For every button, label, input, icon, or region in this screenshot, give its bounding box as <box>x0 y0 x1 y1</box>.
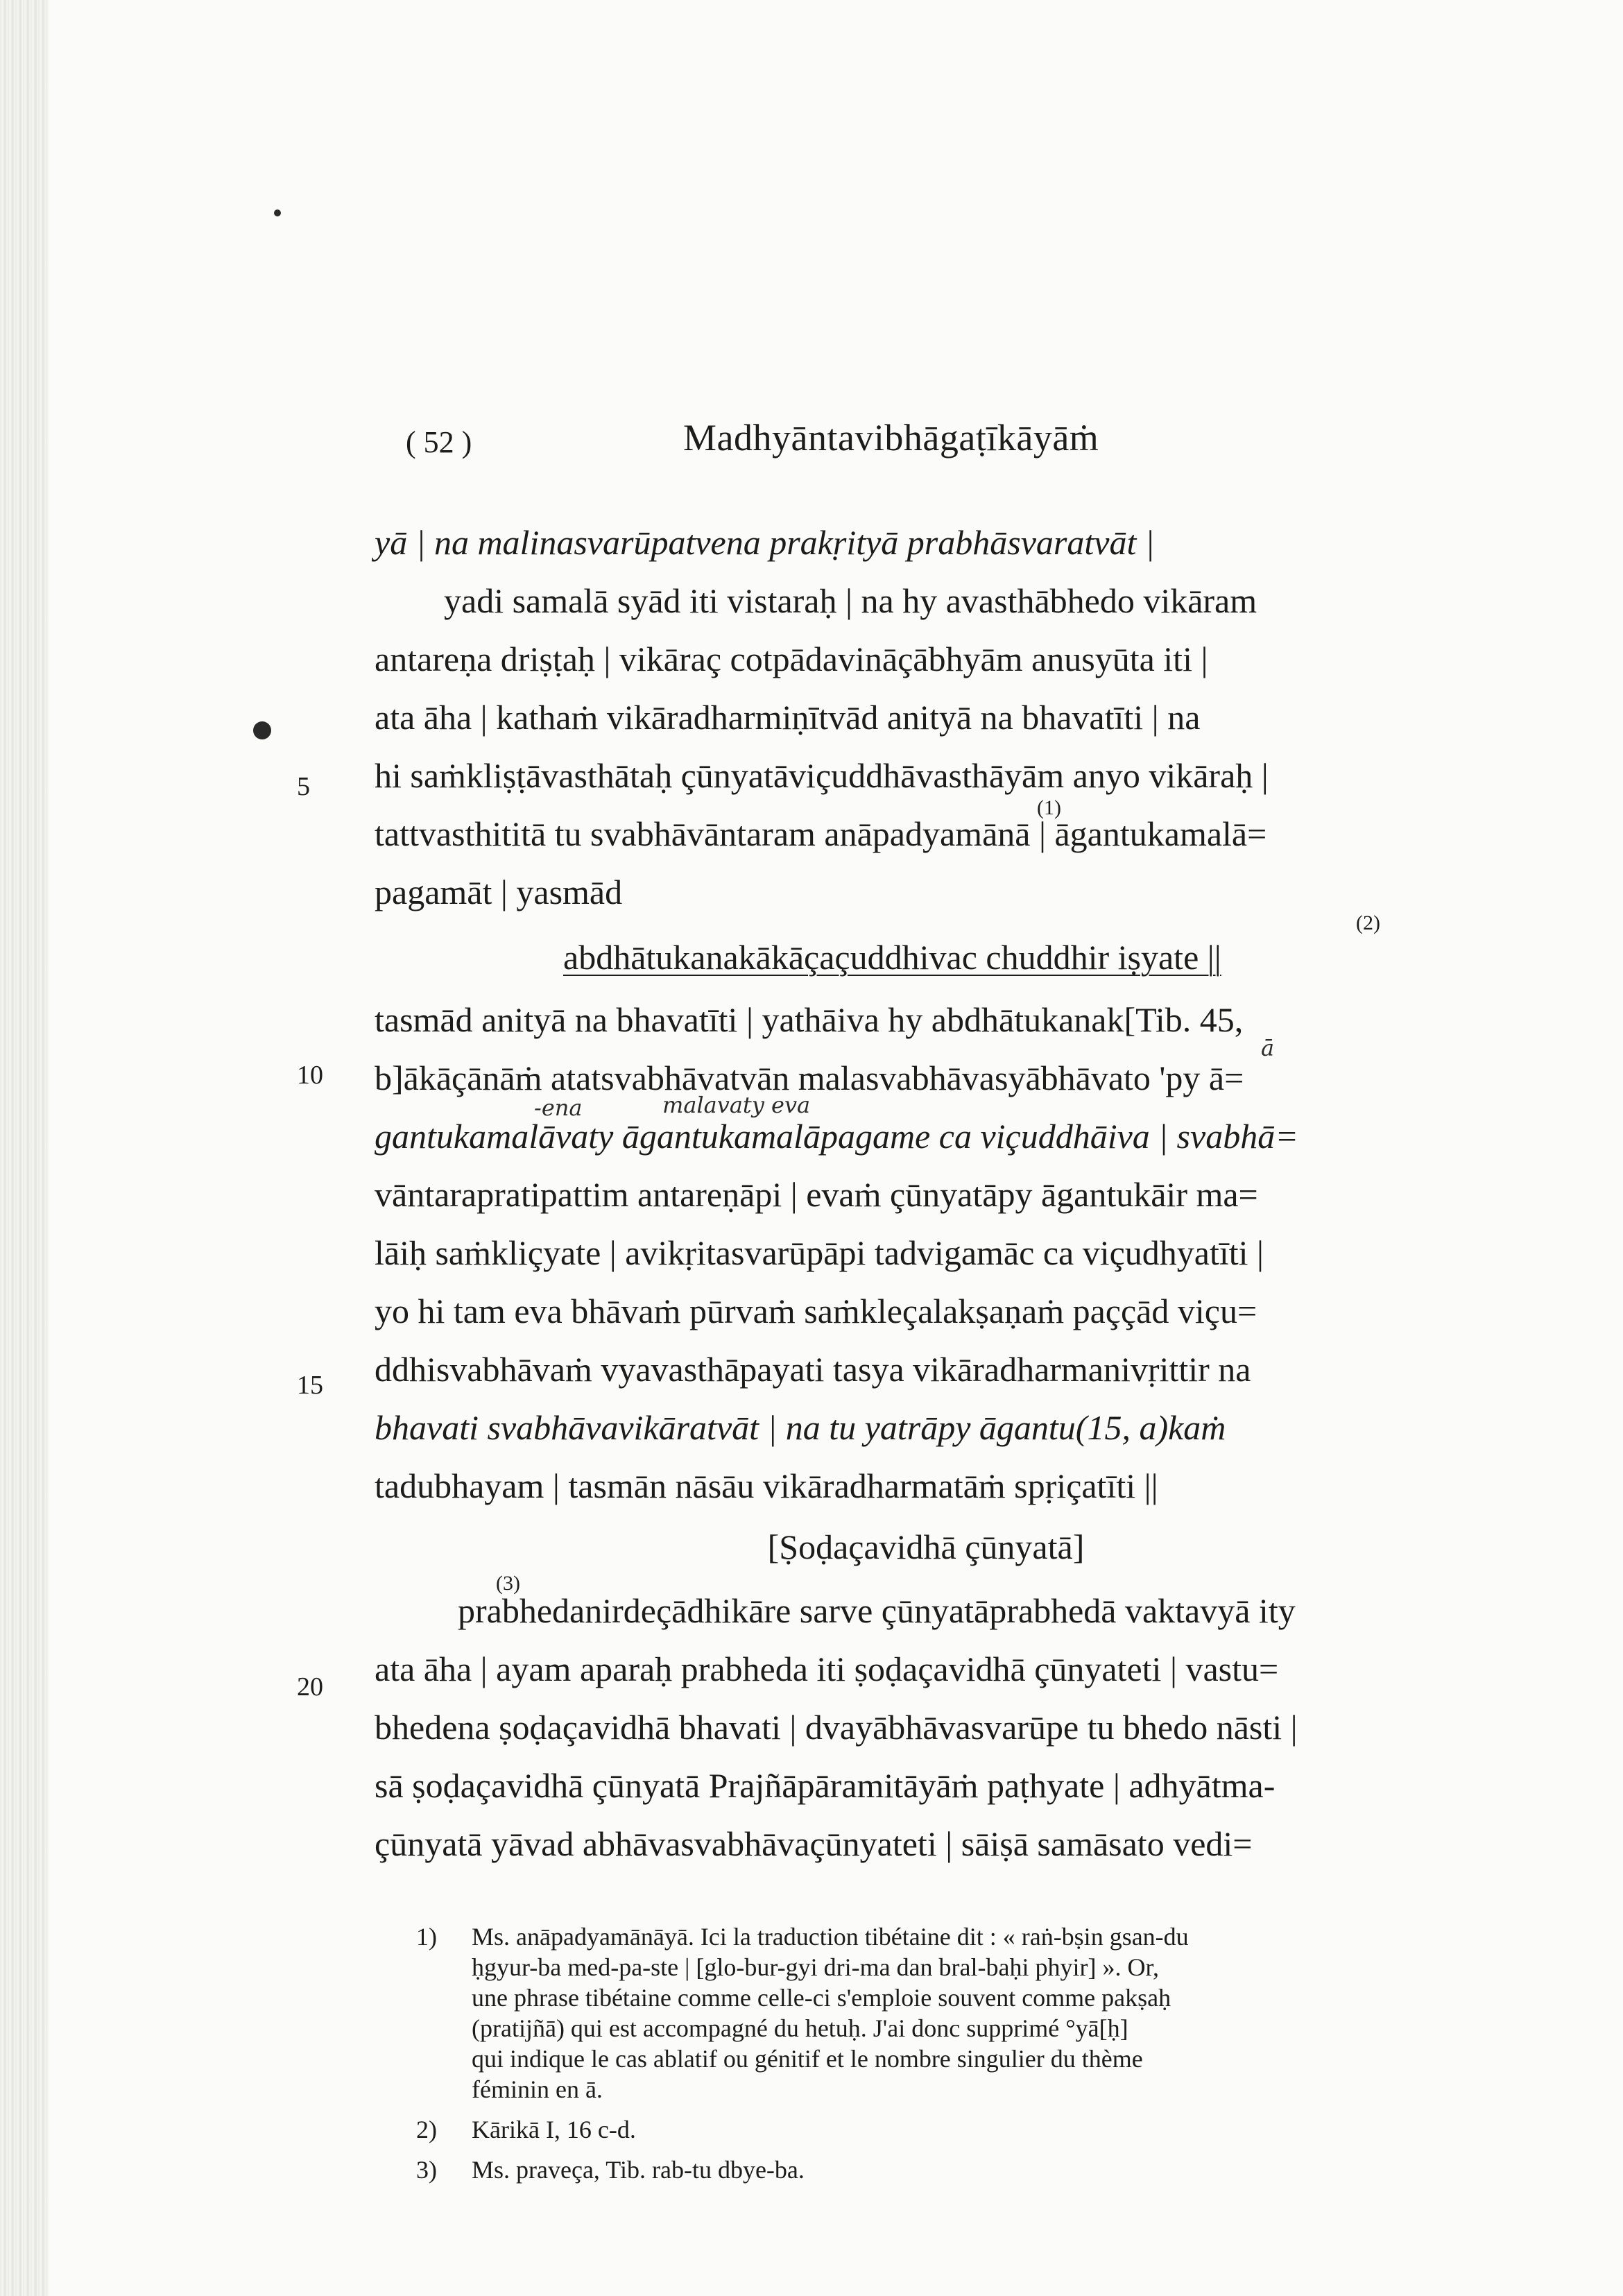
footnote <box>416 2114 1470 2145</box>
text-line: bhavati svabhāvavikāratvāt | na tu yatrāpy āgantu(15, a)kaṁ <box>375 1408 1226 1447</box>
footnote-number: 1) <box>416 1923 437 1951</box>
handwritten-annotation: ā <box>1261 1035 1275 1061</box>
text-line: tadubhayam | tasmān nāsāu vikāradharmatāṁ spṛiçatīti || <box>375 1466 1158 1505</box>
footnote-number: 2) <box>416 2116 437 2143</box>
text-line: tattvasthititā tu svabhāvāntaram anāpadyamānā | āgantukamalā= <box>375 814 1267 853</box>
footnote-text: Ms. praveça, Tib. rab-tu dbye-ba. <box>472 2156 805 2184</box>
running-title: Madhyāntavibhāgaṭīkāyāṁ <box>683 417 1099 459</box>
line-number: 20 <box>297 1672 323 1702</box>
text-line: hi saṁkliṣṭāvasthātaḥ çūnyatāviçuddhāvasthāyām anyo vikāraḥ | <box>375 756 1269 795</box>
text-line: ddhisvabhāvaṁ vyavasthāpayati tasya vikāradharmanivṛittir na <box>375 1350 1251 1389</box>
text-line: tasmād anityā na bhavatīti | yathāiva hy abdhātukanak[Tib. 45, <box>375 1000 1244 1039</box>
footnote <box>416 2154 1470 2185</box>
page-number: ( 52 ) <box>406 425 472 459</box>
text-line: ata āha | kathaṁ vikāradharmiṇītvād anityā na bhavatīti | na <box>375 698 1201 737</box>
footnote-text: Kārikā I, 16 c-d. <box>472 2116 636 2143</box>
footnotes <box>416 1921 1470 2195</box>
footnote-text: Ms. anāpadyamānāyā. Ici la traduction tibétaine dit : « raṅ-bṣin gsan-du ḥgyur-ba med-pa-ste | [glo-bur-gyi dri-ma dan bral-baḥi phyir] ». Or, une phrase tibétaine comme celle-ci s'emploie souvent comme pakṣaḥ (pratijñā) qui est accompagné du hetuḥ. J'ai donc supprimé °yā[ḥ] qui indique le cas ablatif ou génitif et le nombre singulier du thème féminin en ā. <box>472 1923 1189 2103</box>
line-number: 15 <box>297 1371 323 1400</box>
handwritten-annotation: malavaty eva <box>662 1092 811 1118</box>
scan-edge <box>0 0 49 2296</box>
page-header <box>406 416 1169 472</box>
note-marker: (3) <box>496 1572 520 1595</box>
text-line: prabhedanirdeçādhikāre sarve çūnyatāprabhedā vaktavyā ity <box>458 1591 1296 1630</box>
text-line: yo hi tam eva bhāvaṁ pūrvaṁ saṁkleçalakṣaṇaṁ paççād viçu= <box>375 1292 1257 1330</box>
handwritten-annotation: -ena <box>534 1095 583 1121</box>
text-line: bhedena ṣoḍaçavidhā bhavati | dvayābhāvasvarūpe tu bhedo nāsti | <box>375 1708 1298 1747</box>
note-marker: (1) <box>1037 796 1061 819</box>
speck <box>253 721 271 739</box>
text-line: pagamāt | yasmād <box>375 873 623 911</box>
text-line: b]ākāçānāṁ atatsvabhāvatvān malasvabhāvasyābhāvato 'py ā= <box>375 1059 1244 1097</box>
text-line: yadi samalā syād iti vistaraḥ | na hy avasthābhedo vikāram <box>444 581 1257 620</box>
text-line: antareṇa driṣṭaḥ | vikāraç cotpādavināçābhyām anusyūta iti | <box>375 640 1208 678</box>
text-line: ata āha | ayam aparaḥ prabheda iti ṣoḍaçavidhā çūnyateti | vastu= <box>375 1650 1279 1688</box>
text-line: yā | na malinasvarūpatvena prakṛityā prabhāsvaratvāt | <box>375 523 1155 562</box>
section-heading: [Ṣoḍaçavidhā çūnyatā] <box>767 1527 1085 1566</box>
footnote-number: 3) <box>416 2156 437 2184</box>
text-line: vāntarapratipattim antareṇāpi | evaṁ çūnyatāpy āgantukāir ma= <box>375 1175 1258 1214</box>
speck <box>274 209 281 216</box>
verse-line: abdhātukanakākāçaçuddhivac chuddhir iṣyate || <box>563 938 1221 977</box>
line-number: 5 <box>297 772 310 801</box>
text-line: lāiḥ saṁkliçyate | avikṛitasvarūpāpi tadvigamāc ca viçudhyatīti | <box>375 1233 1264 1272</box>
footnote <box>416 1921 1470 2105</box>
note-marker: (2) <box>1356 911 1380 934</box>
text-line: sā ṣoḍaçavidhā çūnyatā Prajñāpāramitāyāṁ paṭhyate | adhyātma- <box>375 1766 1276 1805</box>
text-line: çūnyatā yāvad abhāvasvabhāvaçūnyateti | sāiṣā samāsato vedi= <box>375 1824 1253 1863</box>
line-number: 10 <box>297 1061 323 1090</box>
text-line: gantukamalāvaty āgantukamalāpagame ca viçuddhāiva | svabhā= <box>375 1117 1298 1156</box>
